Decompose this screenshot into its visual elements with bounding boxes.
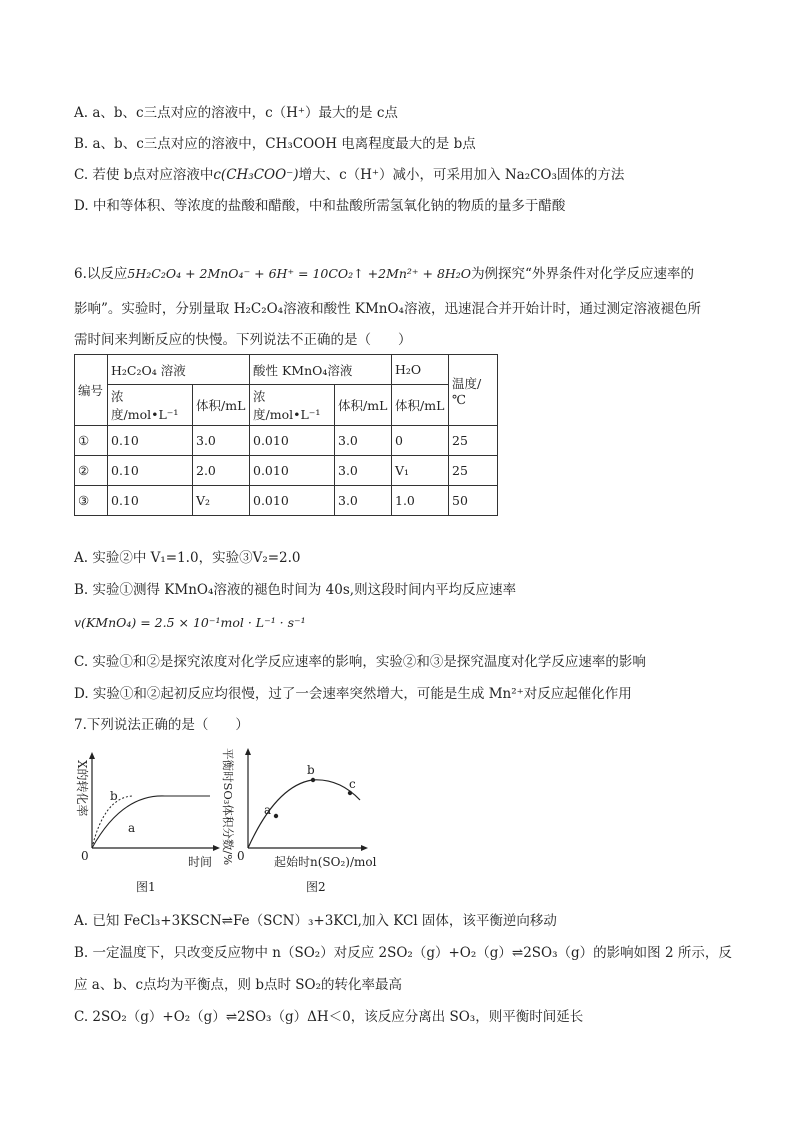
fig1-label-a: a — [128, 821, 136, 835]
cell: 0.010 — [250, 486, 335, 516]
fig2-y-arrow — [245, 748, 251, 755]
q6-stem-line1 — [74, 265, 694, 283]
q6-option-b-rate: v(KMnO₄) = 2.5 × 10⁻¹mol · L⁻¹ · s⁻¹ — [74, 615, 306, 630]
cell: 0.10 — [108, 486, 193, 516]
cell: 3.0 — [335, 426, 392, 456]
table-row — [75, 486, 498, 516]
cell: 25 — [449, 426, 498, 456]
cell: 0 — [392, 426, 449, 456]
fig1-curve-b — [92, 796, 132, 848]
fig2-xlabel: 起始时n(SO₂)/mol — [274, 855, 377, 869]
q6-stem-pre: 6.以反应 — [74, 266, 128, 282]
table-header-vol: 体积/mL — [392, 385, 449, 426]
table-header-temp: 温度/℃ — [449, 355, 498, 426]
cell: 25 — [449, 456, 498, 486]
row-num: ② — [75, 456, 108, 486]
q7-option-c: C. 2SO₂（g）+O₂（g）⇌2SO₃（g）ΔH＜0，该反应分离出 SO₃，则平衡时间延长 — [74, 1009, 584, 1025]
q5-option-d: D. 中和等体积、等浓度的盐酸和醋酸，中和盐酸所需氢氧化钠的物质的量多于醋酸 — [74, 198, 566, 214]
table-header-conc: 浓度/mol•L⁻¹ — [108, 385, 193, 426]
fig1-ylabel: X的转化率 — [75, 760, 89, 817]
fig1-origin: 0 — [81, 849, 89, 863]
table-row — [75, 456, 498, 486]
table-header-acid: H₂C₂O₄ 溶液 — [108, 355, 250, 385]
experiment-table — [74, 354, 498, 516]
fig2-origin: 0 — [237, 849, 245, 863]
q6-option-d: D. 实验①和②起初反应均很慢，过了一会速率突然增大，可能是生成 Mn²⁺对反应起催化作用 — [74, 686, 632, 702]
q5-option-c — [74, 166, 624, 184]
q5-option-a: A. a、b、c三点对应的溶液中，c（H⁺）最大的是 c点 — [74, 105, 398, 121]
table-row — [75, 426, 498, 456]
row-num: ① — [75, 426, 108, 456]
table-header-vol: 体积/mL — [335, 385, 392, 426]
fig2-point-b — [311, 778, 315, 782]
table-header-conc: 浓度/mol•L⁻¹ — [250, 385, 335, 426]
q6-stem-line3: 需时间来判断反应的快慢。下列说法不正确的是（ ） — [74, 332, 412, 348]
cell: 0.010 — [250, 456, 335, 486]
cell: 0.10 — [108, 456, 193, 486]
fig1-xlabel: 时间 — [188, 855, 213, 869]
cell: V₂ — [193, 486, 250, 516]
q5-option-b: B. a、b、c三点对应的溶液中，CH₃COOH 电离程度最大的是 b点 — [74, 136, 476, 152]
fig1-caption: 图1 — [136, 880, 156, 894]
table-header-vol: 体积/mL — [193, 385, 250, 426]
q6-option-a: A. 实验②中 V₁=1.0，实验③V₂=2.0 — [74, 550, 301, 566]
fig2-ylabel: 平衡时SO₃体积分数/% — [221, 748, 235, 866]
q7-option-a: A. 已知 FeCl₃+3KSCN⇌Fe（SCN）₃+3KCl,加入 KCl 固体，该平衡逆向移动 — [74, 913, 557, 929]
cell: 1.0 — [392, 486, 449, 516]
fig2-label-c: c — [349, 777, 356, 791]
fig1-y-arrow — [89, 752, 95, 759]
q7-stem: 7.下列说法正确的是（ ） — [74, 717, 249, 733]
q6-stem-post: 为例探究“外界条件对化学反应速率的 — [471, 266, 694, 282]
figure-1 — [70, 748, 230, 898]
fig2-caption: 图2 — [306, 880, 326, 894]
fig2-label-a: a — [264, 803, 272, 817]
cell: 3.0 — [335, 456, 392, 486]
cell: 0.010 — [250, 426, 335, 456]
fig2-point-c — [348, 791, 352, 795]
table-header-kmno4: 酸性 KMnO₄溶液 — [250, 355, 392, 385]
q6-equation: 5H₂C₂O₄ + 2MnO₄⁻ + 6H⁺ = 10CO₂↑ +2Mn²⁺ + 8H₂O — [127, 266, 472, 281]
table-header-water: H₂O — [392, 355, 449, 385]
q7-option-b-line2: 应 a、b、c点均为平衡点，则 b点时 SO₂的转化率最高 — [74, 977, 402, 993]
figure-2 — [214, 742, 394, 898]
table-header-num: 编号 — [75, 355, 108, 426]
cell: 50 — [449, 486, 498, 516]
row-num: ③ — [75, 486, 108, 516]
cell: 3.0 — [335, 486, 392, 516]
q5-option-c-post: 增大、c（H⁺）减小，可采用加入 Na₂CO₃固体的方法 — [298, 167, 625, 183]
q7-option-b-line1: B. 一定温度下，只改变反应物中 n（SO₂）对反应 2SO₂（g）+O₂（g）⇌2SO₃（g）的影响如图 2 所示，反 — [74, 945, 732, 961]
fig2-x-arrow — [361, 845, 368, 851]
q5-option-c-math: c(CH₃COO⁻) — [213, 167, 299, 183]
q6-option-b: B. 实验①测得 KMnO₄溶液的褪色时间为 40s,则这段时间内平均反应速率 — [74, 582, 517, 598]
cell: V₁ — [392, 456, 449, 486]
q6-option-c: C. 实验①和②是探究浓度对化学反应速率的影响，实验②和③是探究温度对化学反应速率的影响 — [74, 654, 646, 670]
cell: 0.10 — [108, 426, 193, 456]
q6-stem-line2: 影响”。实验时，分别量取 H₂C₂O₄溶液和酸性 KMnO₄溶液，迅速混合并开始计时，通过测定溶液褪色所 — [74, 301, 701, 317]
fig2-point-a — [274, 814, 278, 818]
fig2-label-b: b — [307, 763, 315, 777]
fig1-label-b: b — [110, 789, 118, 803]
cell: 3.0 — [193, 426, 250, 456]
cell: 2.0 — [193, 456, 250, 486]
fig1-curve-a — [92, 796, 210, 848]
q5-option-c-pre: C. 若使 b点对应溶液中 — [74, 167, 214, 183]
